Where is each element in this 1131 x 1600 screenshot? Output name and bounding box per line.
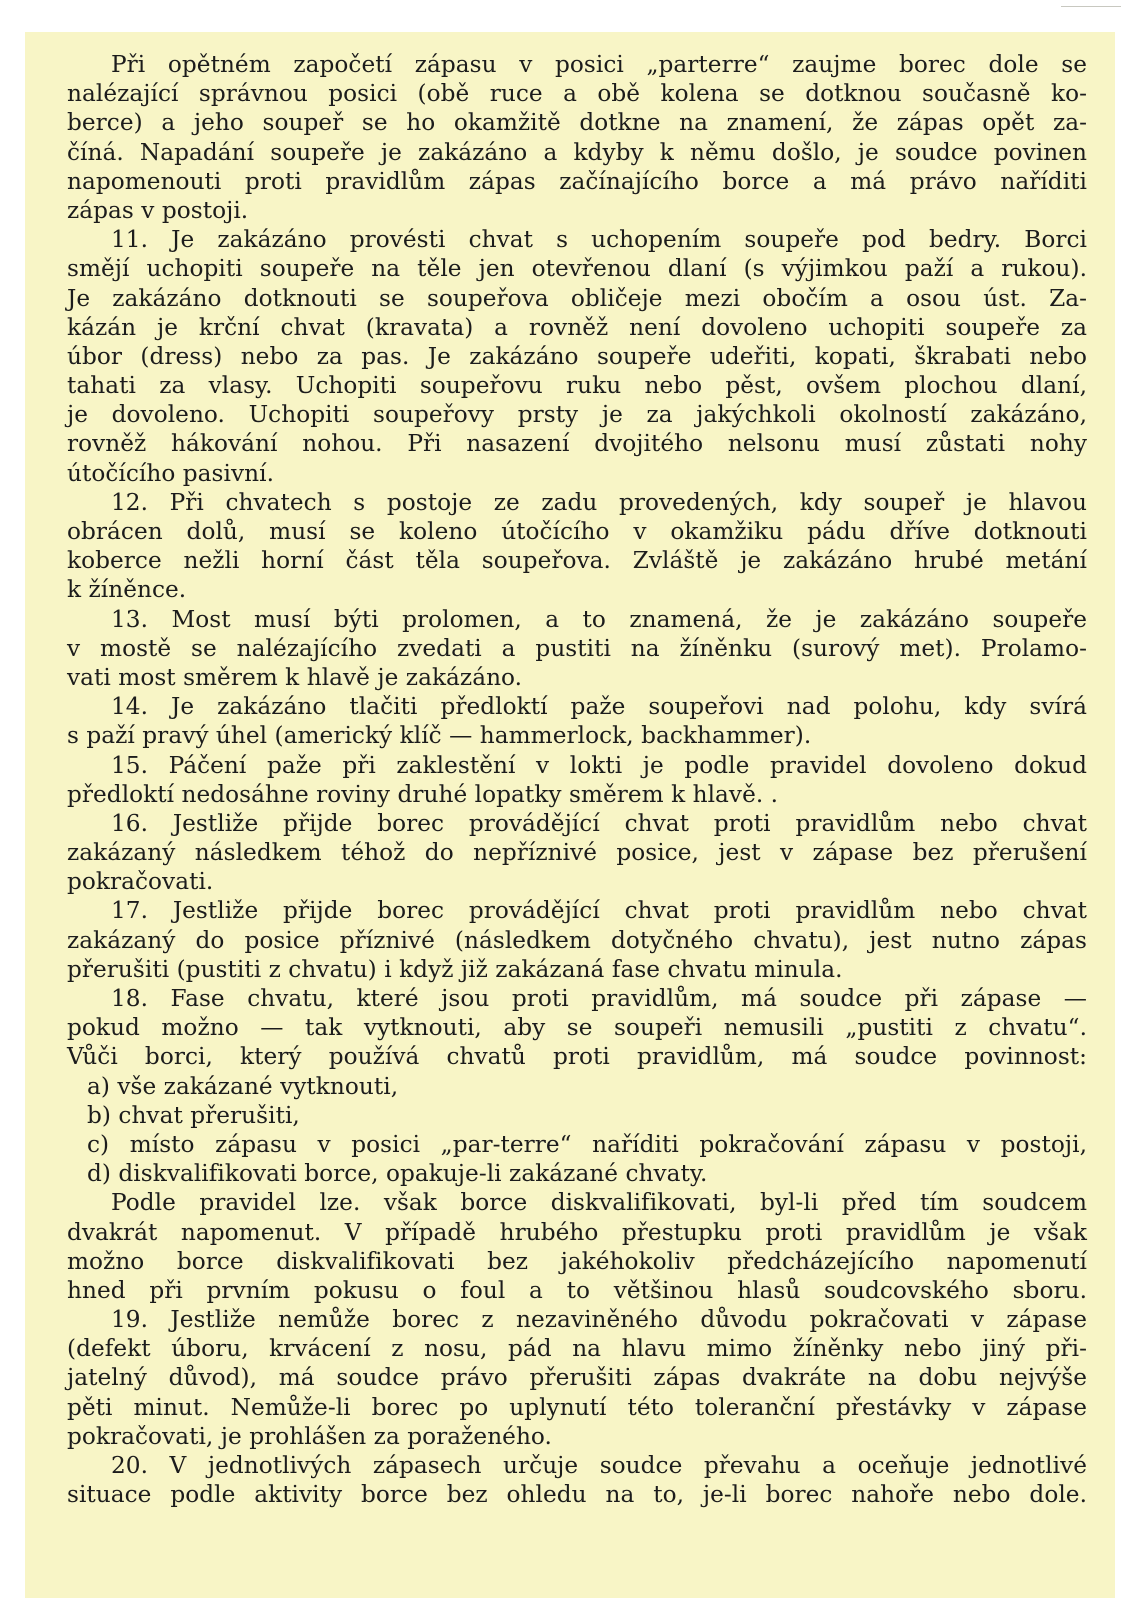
text-line: pokud možno — tak vytknouti, aby se soupeři nemusili „pustiti z chvatu“. [67, 1014, 1087, 1042]
text-line: 11. Je zakázáno provésti chvat s uchopením soupeře pod bedry. Borci [111, 226, 1087, 254]
text-line: obrácen dolů, musí se koleno útočícího v okamžiku pádu dříve dotknouti [67, 518, 1087, 545]
text-line: nalézající správnou posici (obě ruce a obě kolena se dotknou současně ko- [67, 80, 1087, 108]
text-line: Při opětném započetí zápasu v posici „parterre“ zaujme borec dole se [111, 51, 1087, 78]
text-line: předloktí nedosáhne roviny druhé lopatky směrem k hlavě. . [67, 780, 779, 808]
text-line: zakázaný následkem téhož do nepříznivé posice, jest v zápase bez přerušení [67, 839, 1087, 867]
text-line: možno borce diskvalifikovati bez jakéhokoliv předcházejícího napomenutí [67, 1247, 1087, 1275]
text-line: zápas v postoji. [67, 196, 249, 224]
text-line: je dovoleno. Uchopiti soupeřovy prsty je za jakýchkoli okolností zakázáno, [67, 401, 1087, 429]
text-line: napomenouti proti pravidlům zápas začínajícího borce a má právo naříditi [67, 167, 1087, 195]
text-line: berce) a jeho soupeř se ho okamžitě dotkne na znamení, že zápas opět za- [67, 109, 1087, 137]
text-line: d) diskvalifikovati borce, opakuje-li zakázané chvaty. [87, 1160, 708, 1188]
text-line: a) vše zakázané vytknouti, [87, 1072, 399, 1100]
text-line: dvakrát napomenut. V případě hrubého přestupku proti pravidlům je však [67, 1218, 1087, 1246]
text-line: 18. Fase chvatu, které jsou proti pravidlům, má soudce při zápase — [111, 985, 1087, 1012]
text-line: hned při prvním pokusu o foul a to většinou hlasů soudcovského sboru. [67, 1276, 1087, 1304]
text-line: tahati za vlasy. Uchopiti soupeřovu ruku nebo pěst, ovšem plochou dlaní, [67, 372, 1087, 400]
text-line: 19. Jestliže nemůže borec z nezaviněného důvodu pokračovati v zápase [111, 1306, 1087, 1334]
text-line: zakázaný do posice příznivé (následkem dotyčného chvatu), jest nutno zápas [67, 926, 1087, 954]
text-line: smějí uchopiti soupeře na těle jen otevřenou dlaní (s výjimkou paží a rukou). [67, 255, 1087, 283]
body-text [67, 50, 1087, 1509]
text-line: útočícího pasivní. [67, 459, 274, 487]
text-line: 12. Při chvatech s postoje ze zadu provedených, kdy soupeř je hlavou [111, 488, 1087, 516]
text-line: Je zakázáno dotknouti se soupeřova obličeje mezi obočím a osou úst. Za- [67, 284, 1087, 312]
text-line: úbor (dress) nebo za pas. Je zakázáno soupeře udeřiti, kopati, škrabati nebo [67, 342, 1087, 370]
text-line: (defekt úboru, krvácení z nosu, pád na hlavu mimo žíněnky nebo jiný při- [67, 1335, 1087, 1363]
text-line: k žíněnce. [67, 576, 187, 604]
text-line: pěti minut. Nemůže-li borec po uplynutí této toleranční přestávky v zápase [67, 1393, 1087, 1421]
text-line: 16. Jestliže přijde borec provádějící chvat proti pravidlům nebo chvat [111, 809, 1087, 837]
text-line: přerušiti (pustiti z chvatu) i když již zakázaná fase chvatu minula. [67, 955, 843, 983]
text-line: Vůči borci, který používá chvatů proti pravidlům, má soudce povinnost: [67, 1043, 1087, 1071]
text-line: situace podle aktivity borce bez ohledu na to, je-li borec nahoře nebo dole. [67, 1481, 1087, 1509]
text-line: rovněž hákování nohou. Při nasazení dvojitého nelsonu musí zůstati nohy [67, 430, 1087, 458]
book-page [25, 32, 1115, 1598]
text-line: jatelný důvod), má soudce právo přerušiti zápas dvakráte na dobu nejvýše [67, 1364, 1087, 1392]
text-line: Podle pravidel lze. však borce diskvalifikovati, byl-li před tím soudcem [111, 1189, 1087, 1217]
text-line: v mostě se nalézajícího zvedati a pustiti na žíněnku (surový met). Prolamo- [67, 634, 1087, 662]
text-line: b) chvat přerušiti, [87, 1101, 300, 1129]
text-line: c) místo zápasu v posici „par-terre“ naříditi pokračování zápasu v postoji, [87, 1130, 1087, 1158]
text-line: 20. V jednotlivých zápasech určuje soudce převahu a oceňuje jednotlivé [111, 1452, 1087, 1479]
text-line: kázán je krční chvat (kravata) a rovněž není dovoleno uchopiti soupeře za [67, 313, 1087, 341]
text-line: číná. Napadání soupeře je zakázáno a kdyby k němu došlo, je soudce povinen [67, 138, 1087, 166]
page-top-margin [0, 0, 1131, 30]
text-line: vati most směrem k hlavě je zakázáno. [67, 663, 523, 691]
text-line: s paží pravý úhel (americký klíč — hammerlock, backhammer). [67, 722, 812, 750]
text-line: koberce nežli horní část těla soupeřova. Zvláště je zakázáno hrubé metání [67, 547, 1087, 575]
text-line: 17. Jestliže přijde borec provádějící chvat proti pravidlům nebo chvat [111, 897, 1087, 925]
text-line: pokračovati, je prohlášen za poraženého. [67, 1422, 552, 1450]
text-line: 14. Je zakázáno tlačiti předloktí paže soupeřovi nad polohu, kdy svírá [111, 693, 1087, 721]
text-line: pokračovati. [67, 868, 214, 896]
text-line: 15. Páčení paže při zaklestění v lokti je podle pravidel dovoleno dokud [111, 751, 1087, 779]
text-line: 13. Most musí býti prolomen, a to znamená, že je zakázáno soupeře [111, 605, 1087, 633]
